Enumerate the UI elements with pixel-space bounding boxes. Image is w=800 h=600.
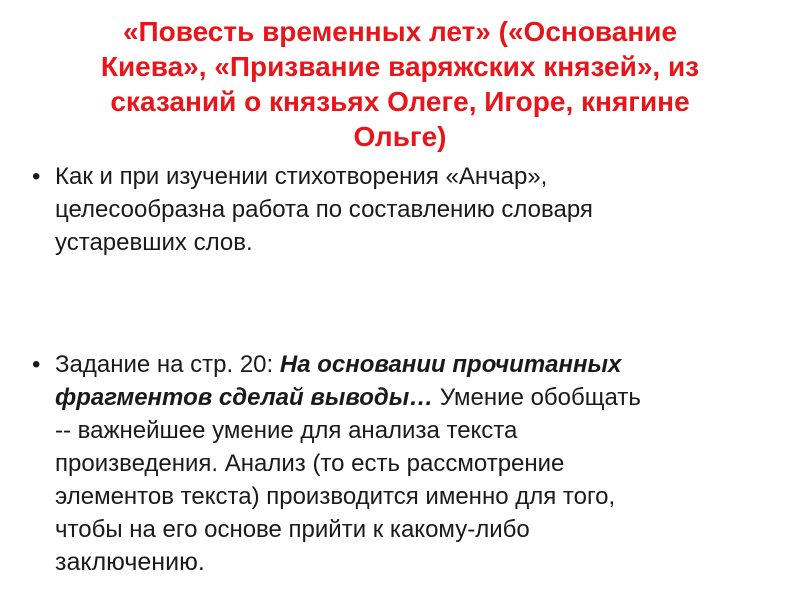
bullet-marker: • (32, 163, 41, 190)
bullet-item-task (30, 348, 795, 579)
title-line: сказаний о князьях Олеге, Игоре, княгине (110, 86, 690, 117)
task-text: Умение обобщать (433, 384, 641, 411)
title-line: «Повесть временных лет» («Основание (122, 16, 678, 47)
task-emphasis: На основании прочитанных (279, 351, 622, 378)
bullet-line: устаревших слов. (55, 229, 253, 256)
bullet-line: произведения. Анализ (то есть рассмотрение (55, 450, 565, 477)
task-prefix: Задание на стр. 20: (55, 351, 280, 378)
bullet-item-dictionary (30, 160, 795, 259)
task-emphasis: фрагментов сделай выводы… (55, 384, 434, 411)
bullet-line: элементов текста) производится именно для того, (55, 483, 616, 510)
title-line: Ольге) (353, 121, 447, 152)
bullet-line: -- важнейшее умение для анализа текста (55, 417, 518, 444)
title-line: Киева», «Призвание варяжских князей», из (100, 51, 700, 82)
bullet-line: целесообразна работа по составлению словаря (55, 196, 593, 223)
bullet-line: заключению. (55, 548, 205, 576)
bullet-marker: • (32, 351, 41, 378)
bullet-line (55, 381, 795, 414)
bullet-line (55, 348, 795, 381)
bullet-line: чтобы на его основе прийти к какому-либо (55, 516, 530, 543)
slide-title (40, 14, 760, 154)
bullet-line: Как и при изучении стихотворения «Анчар», (55, 163, 548, 190)
